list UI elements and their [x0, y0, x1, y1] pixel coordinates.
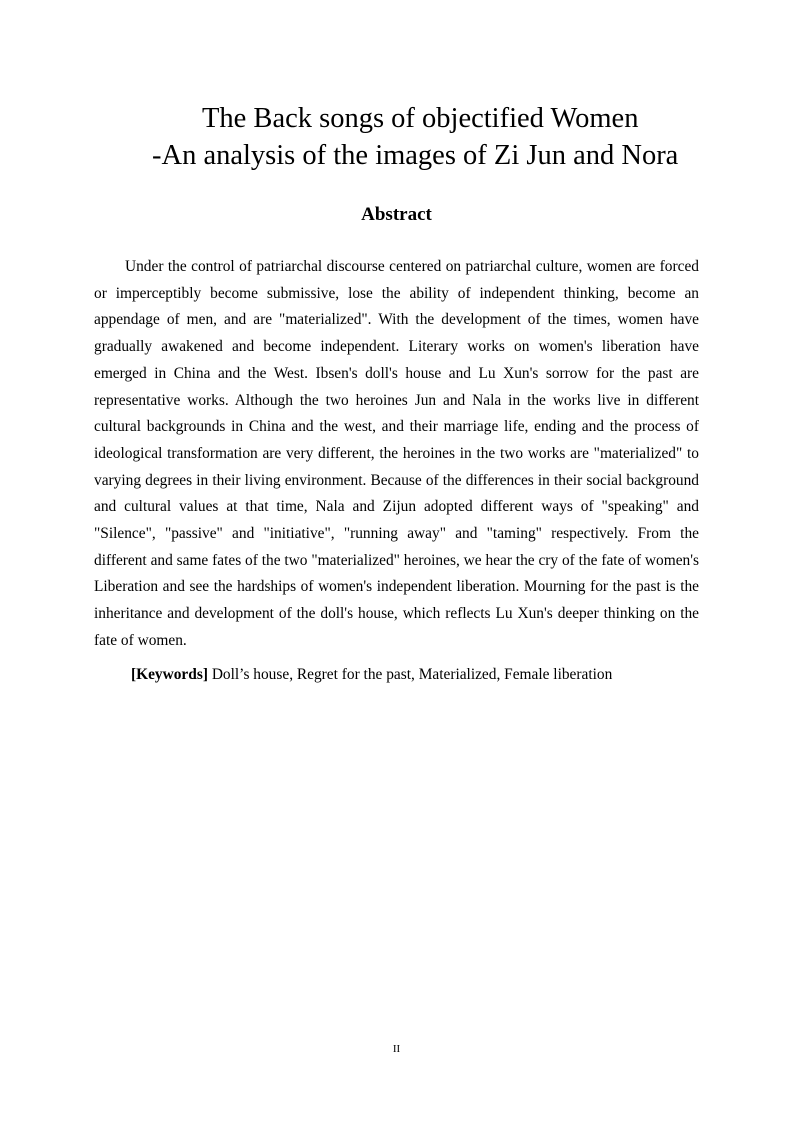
page-number: II — [392, 1043, 401, 1055]
keywords-line — [131, 663, 711, 687]
title-line-2: -An analysis of the images of Zi Jun and Nora — [152, 140, 679, 171]
title-line-1: The Back songs of objectified Women — [202, 103, 639, 134]
document-title — [0, 100, 793, 174]
keywords-label: [Keywords] — [131, 666, 208, 683]
abstract-heading: Abstract — [361, 204, 432, 225]
abstract-paragraph: Under the control of patriarchal discourse centered on patriarchal culture, women are forced or imperceptibly become submissive, lose the ability of independent thinking, become an appendage of men, and are "materialized". With the development of the times, women have gradually awakened and become independent. Literary works on women's liberation have emerged in China and the West. Ibsen's doll's house and Lu Xun's sorrow for the past are representative works. Although the two heroines Jun and Nala in the works live in different cultural backgrounds in China and the west, and their marriage life, ending and the process of ideological transformation are very different, the heroines in the two works are "materialized" to varying degrees in their living environment. Because of the differences in their social background and cultural values at that time, Nala and Zijun adopted different ways of "speaking" and "Silence", "passive" and "initiative", "running away" and "taming" respectively. From the different and same fates of the two "materialized" heroines, we hear the cry of the fate of women's Liberation and see the hardships of women's independent liberation. Mourning for the past is the inheritance and development of the doll's house, which reflects Lu Xun's deeper thinking on the fate of women. — [94, 258, 699, 649]
keywords-text: Doll’s house, Regret for the past, Materialized, Female liberation — [211, 666, 613, 683]
